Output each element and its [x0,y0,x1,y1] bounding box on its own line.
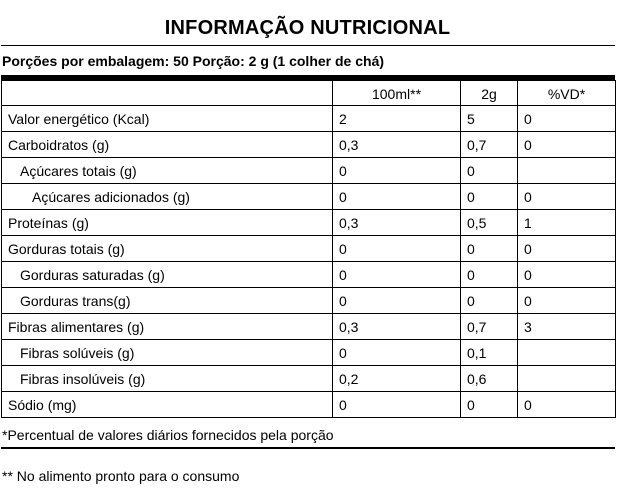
value-per-portion: 0,7 [461,314,518,340]
nutrient-label: Fibras solúveis (g) [2,340,333,366]
header-cell-label [2,81,333,106]
value-per-100ml: 0 [333,340,461,366]
value-per-100ml: 0 [333,236,461,262]
value-per-100ml: 2 [333,106,461,132]
value-daily-percent: 0 [518,106,616,132]
table-row [2,392,616,418]
header-cell-daily-value: %VD* [518,81,616,106]
value-per-portion: 0 [461,158,518,184]
table-row [2,132,616,158]
value-per-100ml: 0,3 [333,132,461,158]
title-divider [1,45,615,46]
footnote-divider [1,447,615,449]
value-daily-percent [518,366,616,392]
value-per-portion: 0 [461,236,518,262]
header-cell-per-portion: 2g [461,81,518,106]
value-daily-percent: 0 [518,236,616,262]
nutrient-label: Gorduras saturadas (g) [2,262,333,288]
footnote-daily-value: *Percentual de valores diários fornecidos pela porção [2,427,334,443]
nutrient-label: Fibras alimentares (g) [2,314,333,340]
panel-title: INFORMAÇÃO NUTRICIONAL [164,17,451,39]
value-per-portion: 0,5 [461,210,518,236]
value-daily-percent [518,340,616,366]
value-per-100ml: 0,3 [333,314,461,340]
nutrient-label: Gorduras trans(g) [2,288,333,314]
table-row [2,314,616,340]
value-per-100ml: 0 [333,288,461,314]
value-per-portion: 0 [461,184,518,210]
value-per-100ml: 0,3 [333,210,461,236]
value-daily-percent: 0 [518,184,616,210]
value-daily-percent: 0 [518,392,616,418]
value-daily-percent: 3 [518,314,616,340]
value-per-100ml: 0 [333,262,461,288]
portion-info: Porções por embalagem: 50 Porção: 2 g (1 colher de chá) [2,53,385,69]
nutrient-label: Valor energético (Kcal) [2,106,333,132]
table-row [2,210,616,236]
value-per-portion: 0,7 [461,132,518,158]
value-per-portion: 0,1 [461,340,518,366]
table-row [2,288,616,314]
value-per-portion: 0,6 [461,366,518,392]
value-per-100ml: 0,2 [333,366,461,392]
value-per-portion: 5 [461,106,518,132]
value-daily-percent: 0 [518,288,616,314]
nutrient-label: Proteínas (g) [2,210,333,236]
table-row [2,106,616,132]
nutrient-label: Fibras insolúveis (g) [2,366,333,392]
value-daily-percent: 0 [518,132,616,158]
table-row [2,236,616,262]
table-row [2,158,616,184]
table-row [2,184,616,210]
value-daily-percent: 0 [518,262,616,288]
nutrition-table [1,80,616,418]
footnote-ready-to-consume: ** No alimento pronto para o consumo [2,468,240,484]
value-daily-percent [518,158,616,184]
nutrient-label: Carboidratos (g) [2,132,333,158]
table-header-row [2,81,616,106]
nutrient-label: Açúcares totais (g) [2,158,333,184]
nutrient-label: Açúcares adicionados (g) [2,184,333,210]
value-per-portion: 0 [461,288,518,314]
value-per-portion: 0 [461,392,518,418]
table-row [2,262,616,288]
value-per-100ml: 0 [333,184,461,210]
table-row [2,366,616,392]
nutrient-label: Sódio (mg) [2,392,333,418]
header-cell-per-100ml: 100ml** [333,81,461,106]
table-row [2,340,616,366]
value-per-100ml: 0 [333,158,461,184]
value-per-portion: 0 [461,262,518,288]
value-daily-percent: 1 [518,210,616,236]
nutrient-label: Gorduras totais (g) [2,236,333,262]
value-per-100ml: 0 [333,392,461,418]
